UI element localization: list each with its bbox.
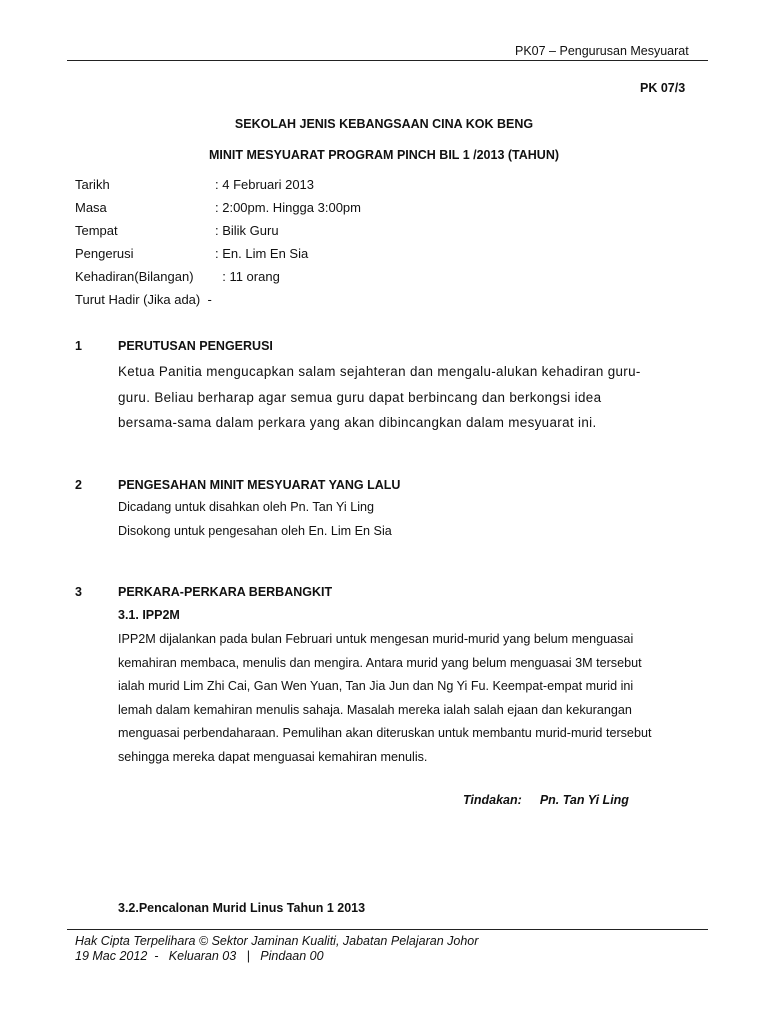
info-value: : Bilik Guru	[215, 223, 279, 238]
info-row-pengerusi	[75, 246, 308, 261]
info-value: : 4 Februari 2013	[215, 177, 315, 192]
action-label: Tindakan:	[463, 793, 522, 807]
info-row-tarikh	[75, 177, 314, 192]
section-1-text: Ketua Panitia mengucapkan salam sejahteran dan mengalu-alukan kehadiran guru-guru. Beliau berharap agar semua guru dapat berbincang dan berkongsi idea bersama-sama dalam perkara yang akan dibincangkan dalam mesyuarat ini.	[118, 364, 641, 430]
info-row-masa	[75, 200, 361, 215]
section-2-line: Dicadang untuk disahkan oleh Pn. Tan Yi Ling	[118, 500, 375, 514]
info-value: : En. Lim En Sia	[215, 246, 309, 261]
subsection-3-1-text: IPP2M dijalankan pada bulan Februari untuk mengesan murid-murid yang belum menguasai kemahiran membaca, menulis dan mengira. Antara murid yang belum menguasai 3M tersebut ialah murid Lim Zhi Cai, Gan Wen Yuan, Tan Jia Jun dan Ng Yi Fu. Keempat-empat murid ini lemah dalam kemahiran menulis sahaja. Masalah mereka ialah salah ejaan dan kekurangan menguasai perbendaharaan. Pemulihan akan diteruskan untuk membantu murid-murid tersebut sehingga mereka dapat menguasai kemahiran menulis.	[118, 632, 652, 764]
info-value: : 11 orang	[215, 269, 280, 284]
info-value: : 2:00pm. Hingga 3:00pm	[215, 200, 361, 215]
header-rule	[67, 60, 708, 61]
info-label: Tempat	[75, 223, 118, 238]
info-label: Turut Hadir (Jika ada)	[75, 292, 201, 307]
info-label: Pengerusi	[75, 246, 134, 261]
section-2-title: PENGESAHAN MINIT MESYUARAT YANG LALU	[118, 478, 401, 492]
footer-rule	[67, 929, 708, 930]
info-row-kehadiran	[75, 269, 280, 284]
footer-version: 19 Mac 2012 - Keluaran 03 | Pindaan 00	[75, 949, 324, 963]
action-line	[463, 793, 629, 807]
action-person: Pn. Tan Yi Ling	[539, 793, 629, 807]
info-row-turut-hadir	[75, 292, 212, 307]
section-3-number: 3	[75, 585, 82, 599]
section-1-title: PERUTUSAN PENGERUSI	[118, 339, 273, 353]
document-reference: PK 07/3	[640, 81, 686, 95]
minutes-title: MINIT MESYUARAT PROGRAM PINCH BIL 1 /2013 (TAHUN)	[208, 148, 560, 162]
section-3-title: PERKARA-PERKARA BERBANGKIT	[118, 585, 333, 599]
school-name: SEKOLAH JENIS KEBANGSAAN CINA KOK BENG	[234, 117, 534, 131]
section-2-number: 2	[75, 478, 82, 492]
info-row-tempat	[75, 223, 279, 238]
info-label: Masa	[75, 200, 107, 215]
subsection-3-1-title: 3.1. IPP2M	[118, 608, 180, 622]
subsection-3-2-title: 3.2.Pencalonan Murid Linus Tahun 1 2013	[118, 901, 366, 915]
info-label: Kehadiran(Bilangan)	[75, 269, 194, 284]
document-code: PK07 – Pengurusan Mesyuarat	[515, 44, 689, 58]
section-1-number: 1	[75, 339, 82, 353]
info-value: -	[200, 292, 212, 307]
footer-copyright: Hak Cipta Terpelihara © Sektor Jaminan Kualiti, Jabatan Pelajaran Johor	[75, 934, 479, 948]
info-label: Tarikh	[75, 177, 110, 192]
section-2-line: Disokong untuk pengesahan oleh En. Lim En Sia	[118, 524, 392, 538]
